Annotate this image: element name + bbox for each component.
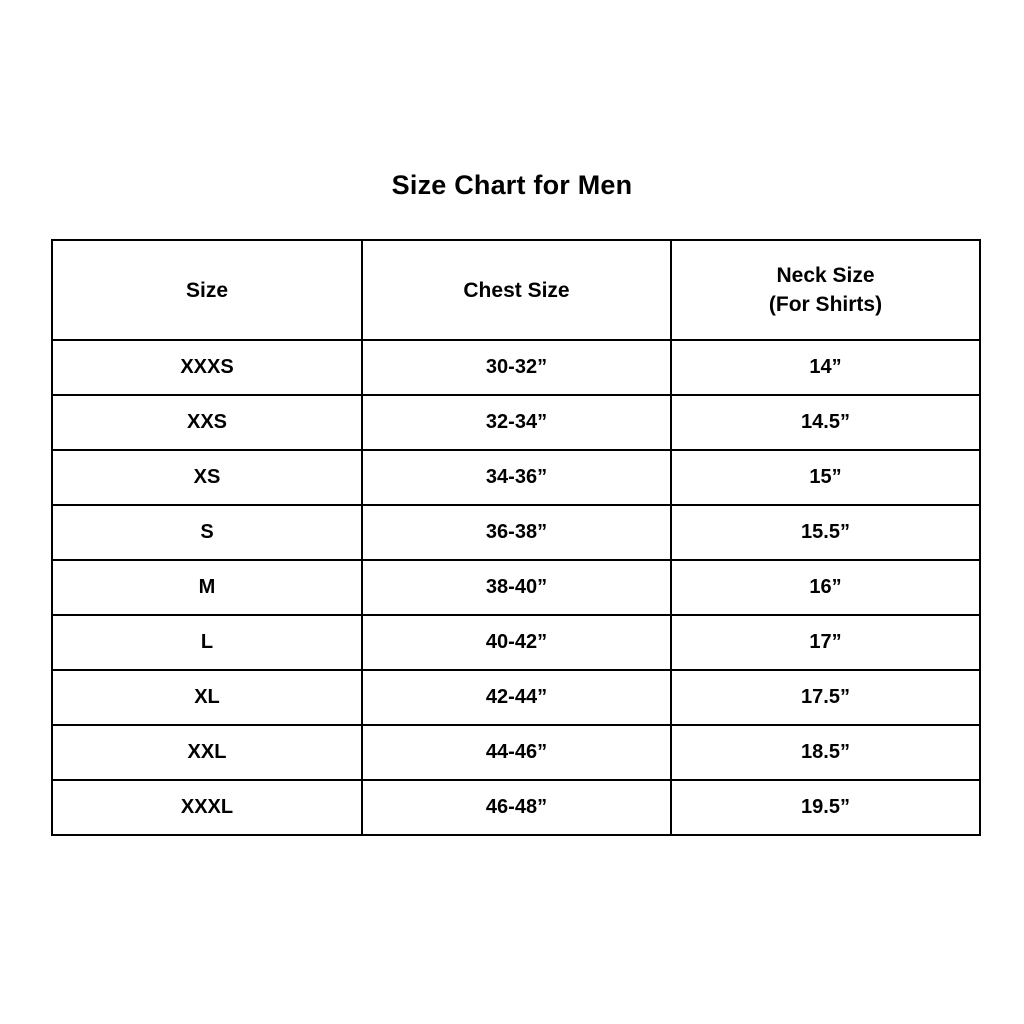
table-row	[52, 615, 980, 670]
column-header-neck-sublabel: (For Shirts)	[768, 293, 883, 316]
table-header-row	[52, 240, 980, 340]
cell-neck: 14”	[671, 340, 980, 395]
table-row	[52, 450, 980, 505]
cell-chest: 40-42”	[362, 615, 671, 670]
cell-size: XXXS	[52, 340, 362, 395]
cell-chest: 30-32”	[362, 340, 671, 395]
table-row	[52, 725, 980, 780]
column-header-chest-label: Chest Size	[463, 278, 570, 302]
cell-size: XXL	[52, 725, 362, 780]
cell-neck: 17”	[671, 615, 980, 670]
cell-chest: 34-36”	[362, 450, 671, 505]
cell-chest: 44-46”	[362, 725, 671, 780]
column-header-size	[52, 240, 362, 340]
cell-chest: 42-44”	[362, 670, 671, 725]
table-row	[52, 505, 980, 560]
table-body	[52, 340, 980, 835]
table-row	[52, 395, 980, 450]
table-header	[52, 240, 980, 340]
cell-chest: 36-38”	[362, 505, 671, 560]
cell-chest: 32-34”	[362, 395, 671, 450]
column-header-neck	[671, 240, 980, 340]
column-header-size-label: Size	[185, 278, 229, 302]
column-header-chest	[362, 240, 671, 340]
cell-chest: 46-48”	[362, 780, 671, 835]
column-header-neck-label: Neck Size	[776, 264, 875, 287]
cell-size: L	[52, 615, 362, 670]
cell-size: XL	[52, 670, 362, 725]
page-title: Size Chart for Men	[391, 170, 633, 200]
cell-neck: 15.5”	[671, 505, 980, 560]
cell-chest: 38-40”	[362, 560, 671, 615]
table-row	[52, 560, 980, 615]
cell-neck: 19.5”	[671, 780, 980, 835]
cell-neck: 14.5”	[671, 395, 980, 450]
cell-neck: 18.5”	[671, 725, 980, 780]
cell-neck: 16”	[671, 560, 980, 615]
cell-neck: 17.5”	[671, 670, 980, 725]
table-row	[52, 340, 980, 395]
table-row	[52, 670, 980, 725]
cell-neck: 15”	[671, 450, 980, 505]
cell-size: M	[52, 560, 362, 615]
cell-size: XS	[52, 450, 362, 505]
size-chart-table	[51, 239, 981, 836]
table-row	[52, 780, 980, 835]
cell-size: XXS	[52, 395, 362, 450]
cell-size: XXXL	[52, 780, 362, 835]
cell-size: S	[52, 505, 362, 560]
